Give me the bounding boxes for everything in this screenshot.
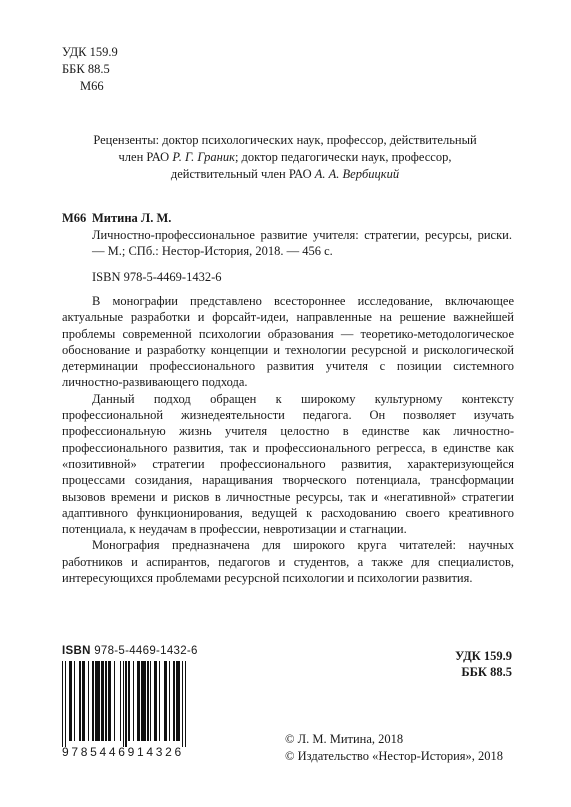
barcode-bars xyxy=(62,661,227,747)
catalog-codes xyxy=(62,44,118,95)
udk-code: УДК 159.9 xyxy=(62,45,118,59)
annotation-paragraph: Монография предназначена для широкого круга читателей: научных работников и аспирантов, педагогов и студентов, а также для специалистов, интересующихся проблемами ресурсной психологии и психологии развития. xyxy=(62,538,514,586)
annotation xyxy=(62,293,514,586)
reviewer-name: Р. Г. Граник xyxy=(172,150,235,164)
annotation-paragraph: Данный подход обращен к широкому культурному контексту профессиональной жизнедеятельности педагога. Он позволяет изучать профессиональную жизнь учителя целостно в единстве как личностно-профессионального развития, так и профессионального регресса, в единстве как «позитивной» стратегии профессионального развития, характеризующейся процессами созидания, наращивания творческого потенциала, трансформации вызовов времени и рисков в личностные ресурсы, так и «негативной» стратегии адаптивного функционирования, ведущей к расходованию своего креативного потенциала, к неудачам в профессии, невротизации и стагнации. xyxy=(62,391,514,537)
bibliographic-entry xyxy=(62,210,512,285)
entry-isbn: ISBN 978-5-4469-1432-6 xyxy=(92,269,222,284)
classification-codes xyxy=(455,648,512,680)
reviewers-line-1: Рецензенты: доктор психологических наук, профессор, действительный xyxy=(93,133,477,147)
isbn-label: ISBN xyxy=(62,645,91,657)
copyright-line: © Л. М. Митина, 2018 xyxy=(285,732,404,746)
entry-code: М66 xyxy=(62,211,87,225)
reviewers-line-3 xyxy=(40,166,530,183)
entry-heading xyxy=(62,210,512,227)
udk-code: УДК 159.9 xyxy=(455,649,512,663)
reviewers-text: член РАО xyxy=(118,150,173,164)
reviewers-block xyxy=(40,132,530,183)
barcode-digits: 9785446914326 xyxy=(62,745,184,759)
bbk-code: ББК 88.5 xyxy=(62,62,110,76)
barcode-space xyxy=(186,661,187,741)
reviewers-text: действительный член РАО xyxy=(170,167,315,181)
author-mark: М66 xyxy=(80,79,104,93)
bbk-code: ББК 88.5 xyxy=(461,665,512,679)
copyright-block xyxy=(285,731,503,765)
reviewer-name: А. А. Вербицкий xyxy=(314,167,400,181)
annotation-paragraph: В монографии представлено всестороннее исследование, включающее актуальные разработки и форсайт-идеи, направленные на решение важнейшей проблемы современной психологии образования — теоретико-методологическое обоснование и разработку концепции и технологии ресурсной и рискологической детерминации профессионального развития учителя с позиции системного личностно-развивающего подхода. xyxy=(62,294,514,390)
entry-description: Личностно-профессиональное развитие учителя: стратегии, ресурсы, риски. — М.; СПб.: Нестор-История, 2018. — 456 с. xyxy=(92,227,512,258)
isbn-barcode xyxy=(62,645,227,759)
isbn-number: 978-5-4469-1432-6 xyxy=(94,645,198,657)
copyright-line: © Издательство «Нестор-История», 2018 xyxy=(285,749,504,763)
barcode-isbn-label xyxy=(62,645,227,657)
reviewers-text: ; доктор педагогически наук, профессор, xyxy=(234,150,452,164)
entry-author: Митина Л. М. xyxy=(92,211,172,225)
reviewers-line-2 xyxy=(40,149,530,166)
